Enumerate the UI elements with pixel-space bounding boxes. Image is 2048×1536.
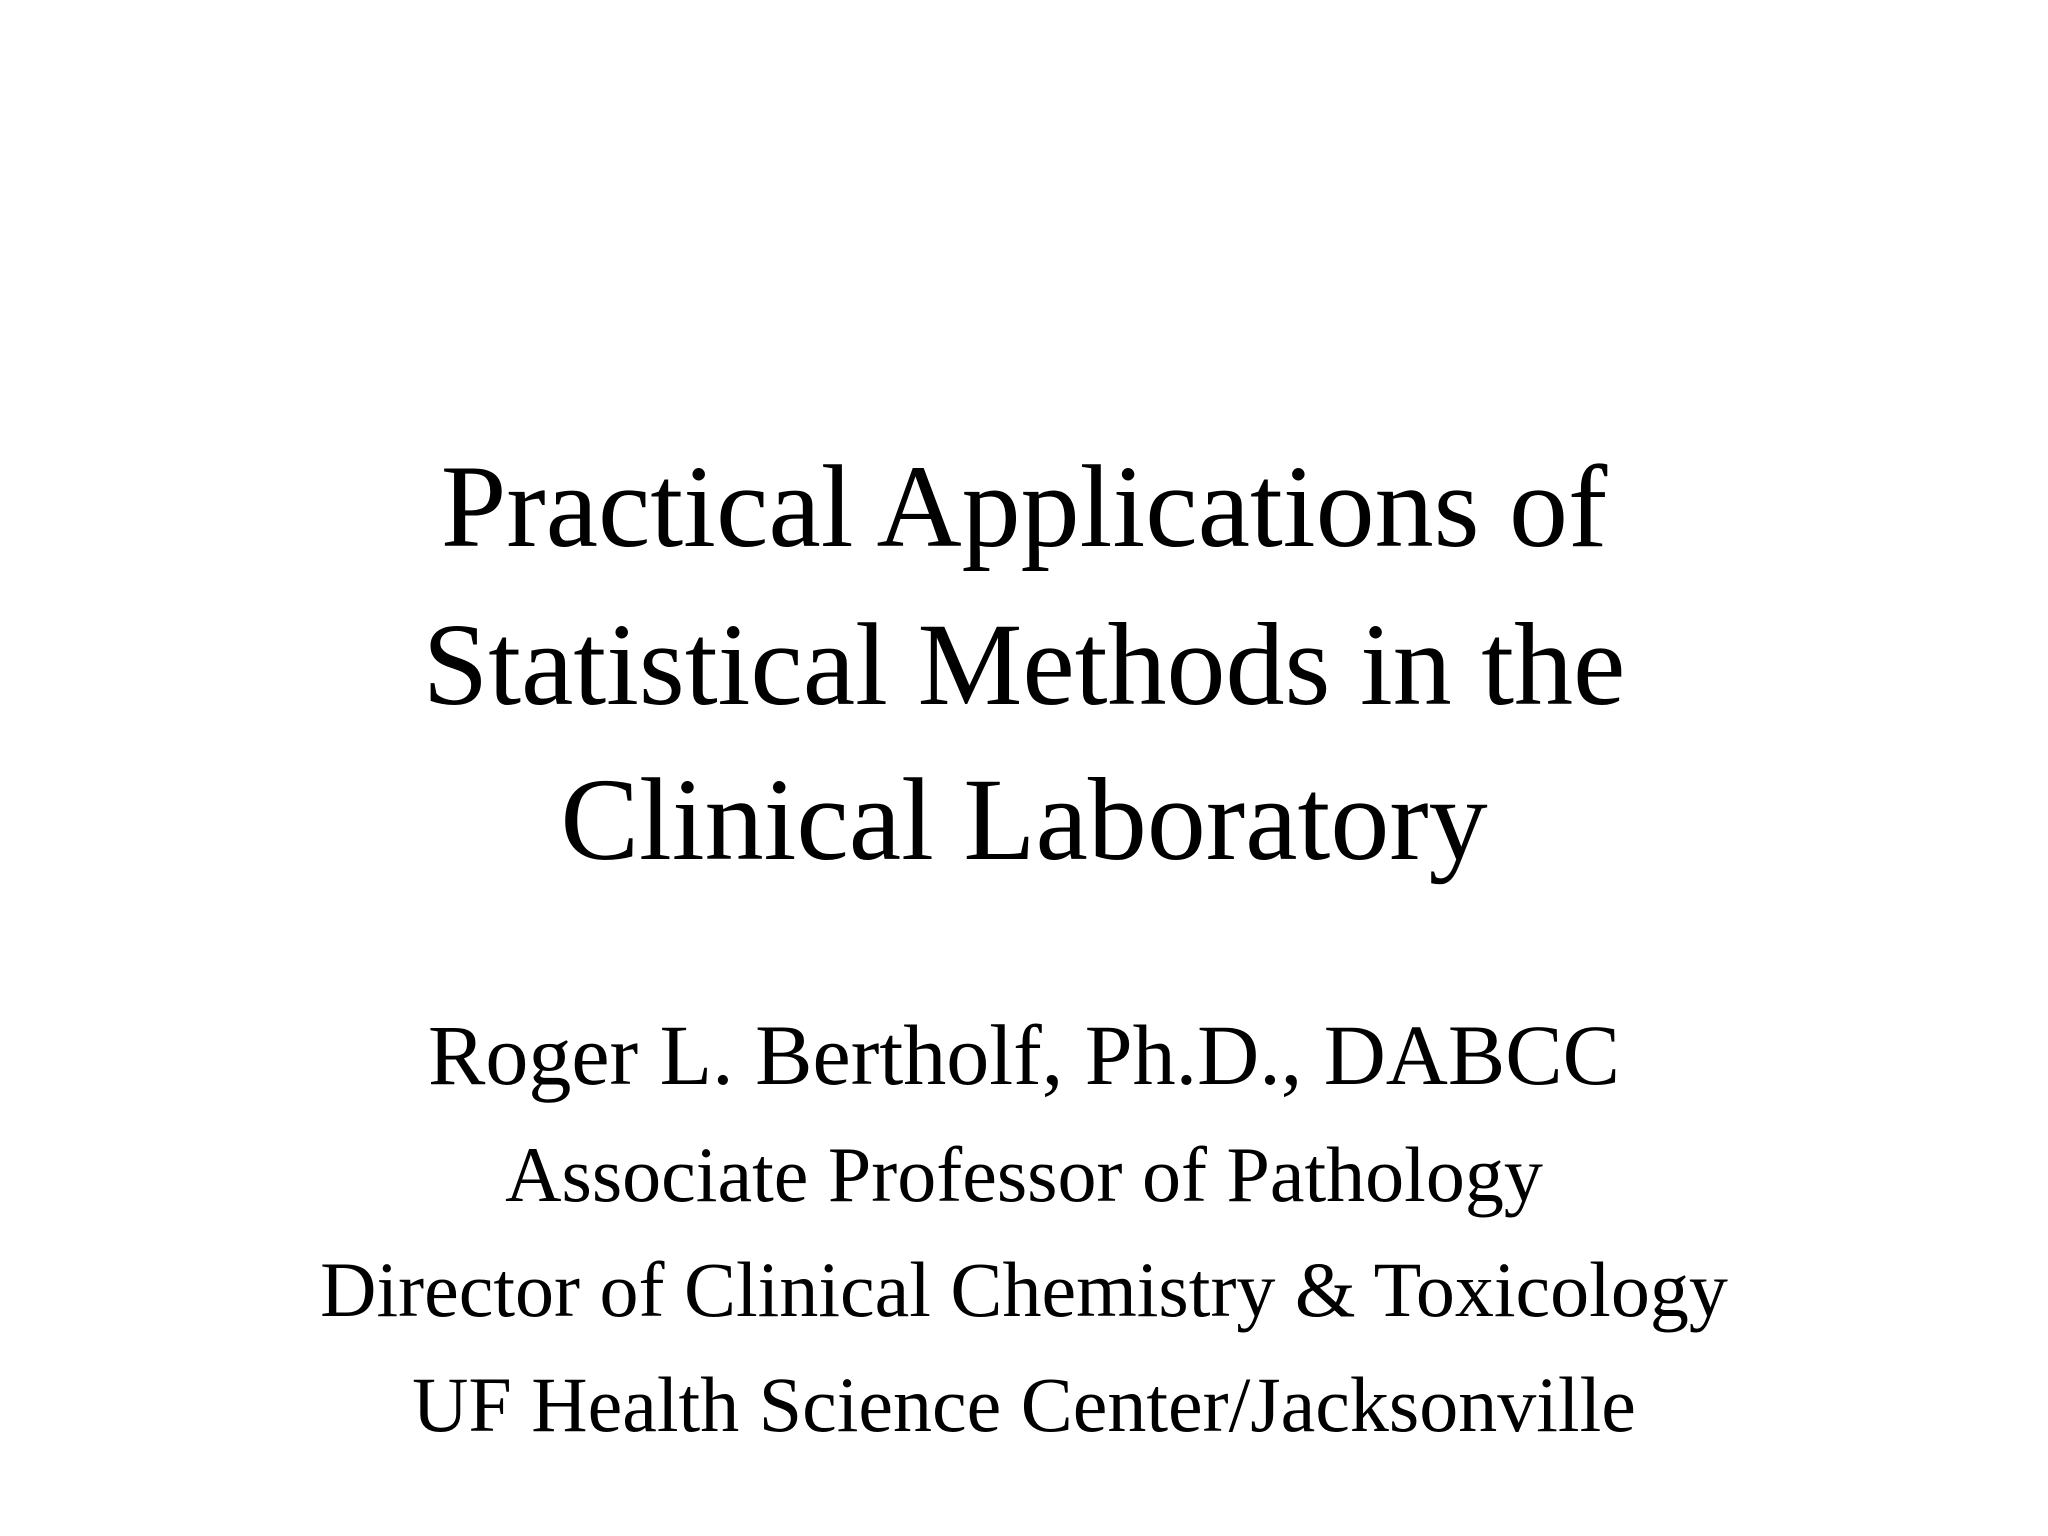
title-line-2: Statistical Methods in the (422, 599, 1626, 730)
affiliation-line-2: Director of Clinical Chemistry & Toxicology (320, 1246, 1728, 1333)
affiliation-line-1: Associate Professor of Pathology (505, 1131, 1543, 1218)
affiliation-line-3: UF Health Science Center/Jacksonville (412, 1361, 1636, 1448)
title-line-1: Practical Applications of (440, 441, 1608, 572)
title-line-3: Clinical Laboratory (560, 754, 1488, 885)
author-name: Roger L. Bertholf, Ph.D., DABCC (427, 1007, 1621, 1103)
